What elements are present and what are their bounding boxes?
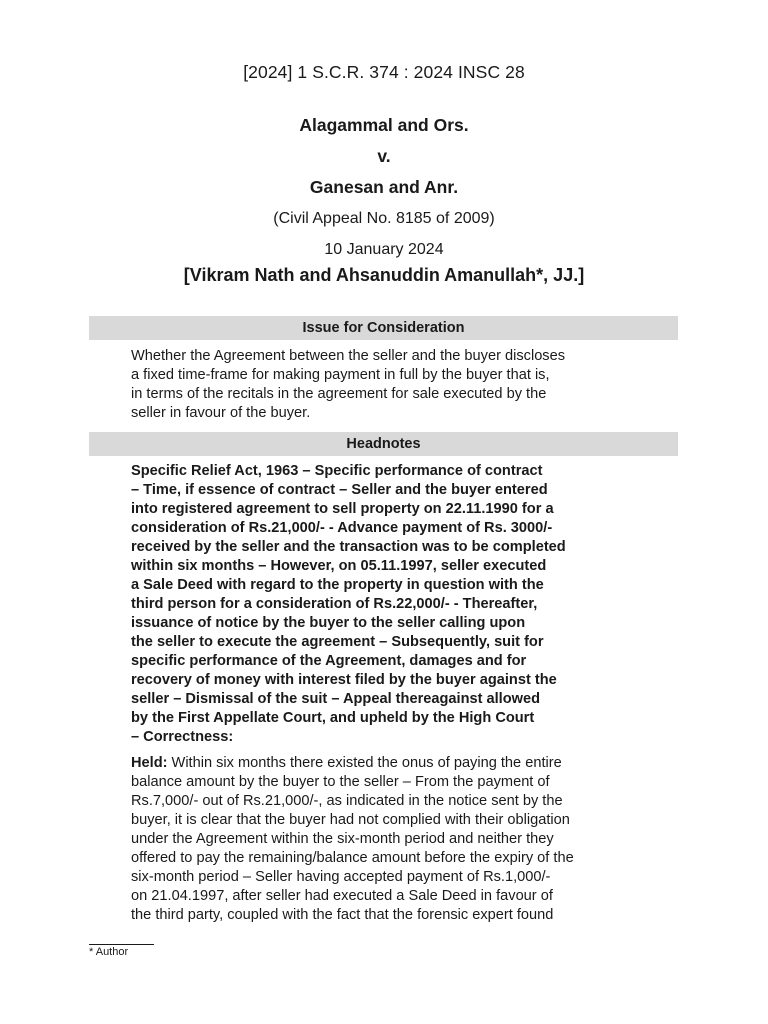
headnote-line: – Time, if essence of contract – Seller and the buyer entered bbox=[131, 482, 548, 498]
headnote-line: received by the seller and the transaction was to be completed bbox=[131, 539, 566, 555]
held-label: Held: bbox=[131, 755, 168, 771]
issue-line: a fixed time-frame for making payment in full by the buyer that is, bbox=[131, 367, 550, 383]
held-paragraph bbox=[131, 754, 636, 925]
headnote-line: into registered agreement to sell property on 22.11.1990 for a bbox=[131, 501, 554, 517]
held-line: Within six months there existed the onus of paying the entire bbox=[167, 755, 562, 771]
headnote-line: the seller to execute the agreement – Subsequently, suit for bbox=[131, 634, 544, 650]
case-parties bbox=[0, 114, 768, 207]
respondent-name: Ganesan and Anr. bbox=[309, 177, 459, 197]
footnote: * Author bbox=[89, 946, 129, 958]
headnote-line: within six months – However, on 05.11.1997, seller executed bbox=[131, 558, 547, 574]
held-line: the third party, coupled with the fact that the forensic expert found bbox=[131, 907, 554, 923]
headnote-line: specific performance of the Agreement, damages and for bbox=[131, 653, 527, 669]
issue-text bbox=[131, 347, 636, 423]
issue-line: Whether the Agreement between the seller and the buyer discloses bbox=[131, 348, 566, 364]
bench-judges: [Vikram Nath and Ahsanuddin Amanullah*, JJ.] bbox=[183, 265, 585, 285]
held-line: under the Agreement within the six-month period and neither they bbox=[131, 831, 554, 847]
held-line: six-month period – Seller having accepted payment of Rs.1,000/- bbox=[131, 869, 551, 885]
versus-label: v. bbox=[377, 146, 391, 166]
appeal-number: (Civil Appeal No. 8185 of 2009) bbox=[273, 210, 495, 227]
issue-line: in terms of the recitals in the agreement for sale executed by the bbox=[131, 386, 547, 402]
judgment-date: 10 January 2024 bbox=[324, 241, 444, 258]
headnote-line: consideration of Rs.21,000/- - Advance payment of Rs. 3000/- bbox=[131, 520, 553, 536]
case-citation: [2024] 1 S.C.R. 374 : 2024 INSC 28 bbox=[243, 62, 525, 82]
headnote-line: Specific Relief Act, 1963 – Specific performance of contract bbox=[131, 463, 543, 479]
headnote-line: – Correctness: bbox=[131, 729, 234, 745]
headnote-line: third person for a consideration of Rs.22,000/- - Thereafter, bbox=[131, 596, 538, 612]
appellant-name: Alagammal and Ors. bbox=[299, 115, 469, 135]
headnote-line: seller – Dismissal of the suit – Appeal thereagainst allowed bbox=[131, 691, 541, 707]
headnote-line: issuance of notice by the buyer to the seller calling upon bbox=[131, 615, 526, 631]
held-line: balance amount by the buyer to the seller – From the payment of bbox=[131, 774, 550, 790]
headnote-line: recovery of money with interest filed by the buyer against the bbox=[131, 672, 557, 688]
held-line: on 21.04.1997, after seller had executed a Sale Deed in favour of bbox=[131, 888, 553, 904]
issue-line: seller in favour of the buyer. bbox=[131, 405, 311, 421]
headnotes-heading: Headnotes bbox=[89, 432, 678, 456]
held-first-line bbox=[131, 754, 636, 773]
held-line: Rs.7,000/- out of Rs.21,000/-, as indicated in the notice sent by the bbox=[131, 793, 563, 809]
headnote-line: by the First Appellate Court, and upheld by the High Court bbox=[131, 710, 535, 726]
headnote-line: a Sale Deed with regard to the property in question with the bbox=[131, 577, 544, 593]
held-line: buyer, it is clear that the buyer had not complied with their obligation bbox=[131, 812, 570, 828]
headnote-summary bbox=[131, 462, 636, 747]
issue-heading: Issue for Consideration bbox=[89, 316, 678, 340]
footnote-divider bbox=[89, 944, 154, 945]
held-line: offered to pay the remaining/balance amount before the expiry of the bbox=[131, 850, 574, 866]
